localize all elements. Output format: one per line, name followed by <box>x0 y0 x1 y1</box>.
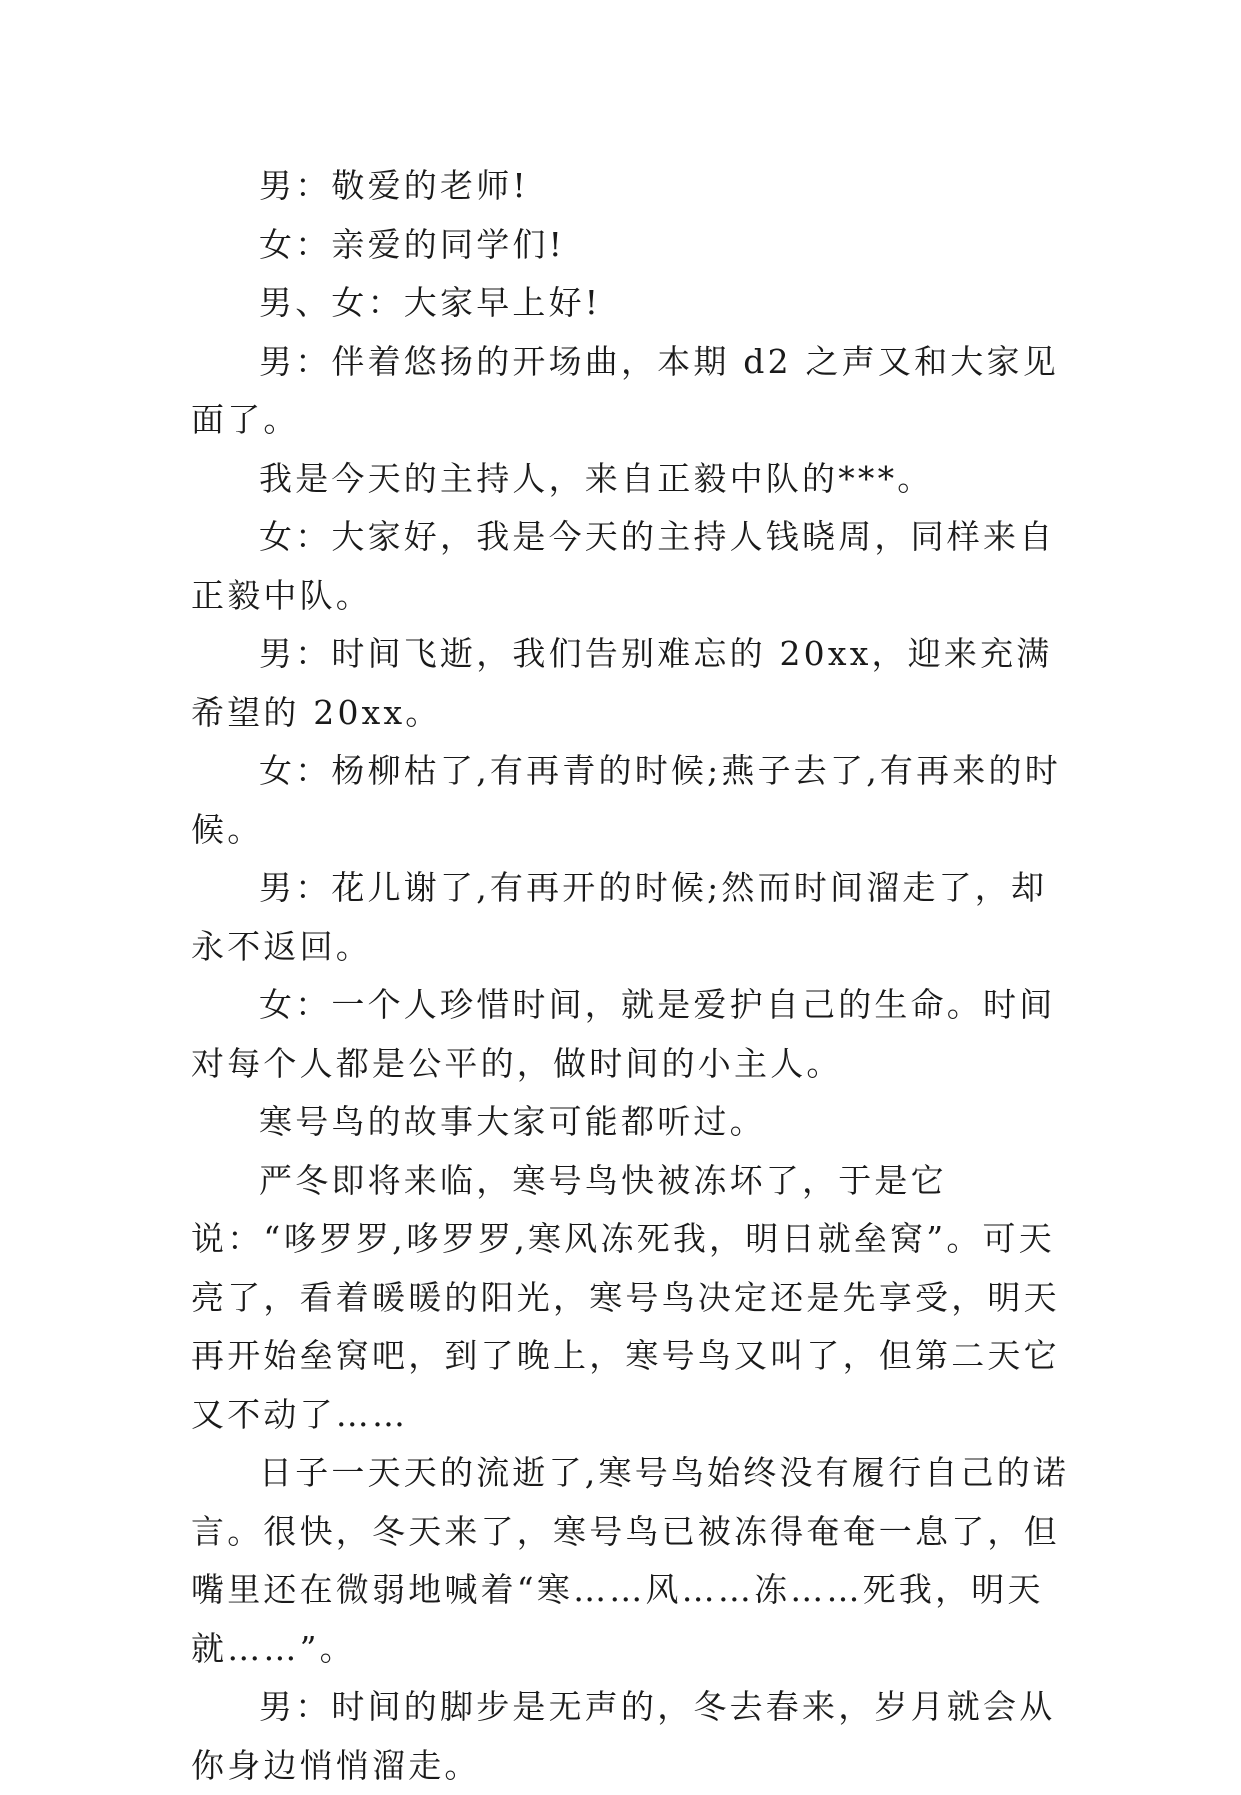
paragraph-3: 男、女：大家早上好! <box>259 283 602 322</box>
paragraph-12: 严冬即将来临，寒号鸟快被冻坏了，于是它说：“哆罗罗,哆罗罗,寒风冻死我，明日就垒窝”。可天亮了，看着暖暖的阳光，寒号鸟决定还是先享受，明天再开始垒窝吧，到了晚上，寒号鸟又叫了，但第二天它又不动了…… <box>191 1160 1060 1434</box>
paragraph-7: 男：时间飞逝，我们告别难忘的 20xx，迎来充满希望的 20xx。 <box>191 634 1053 732</box>
paragraph-4: 男：伴着悠扬的开场曲，本期 d2 之声又和大家见面了。 <box>191 341 1059 439</box>
paragraph-14: 男：时间的脚步是无声的，冬去春来，岁月就会从你身边悄悄溜走。 <box>191 1687 1056 1785</box>
paragraph-10: 女：一个人珍惜时间，就是爱护自己的生命。时间对每个人都是公平的，做时间的小主人。 <box>191 985 1056 1083</box>
paragraph-1: 男：敬爱的老师! <box>259 166 529 205</box>
paragraph-6: 女：大家好，我是今天的主持人钱晓周，同样来自正毅中队。 <box>191 517 1056 615</box>
paragraph-9: 男：花儿谢了,有再开的时候;然而时间溜走了，却永不返回。 <box>191 868 1048 966</box>
paragraph-13: 日子一天天的流逝了,寒号鸟始终没有履行自己的诺言。很快，冬天来了，寒号鸟已被冻得奄奄一息了，但嘴里还在微弱地喊着“寒……风……冻……死我，明天就……”。 <box>191 1453 1070 1668</box>
paragraph-5: 我是今天的主持人，来自正毅中队的***。 <box>259 458 934 498</box>
script-text <box>191 157 1071 1795</box>
paragraph-8: 女：杨柳枯了,有再青的时候;燕子去了,有再来的时候。 <box>191 751 1061 849</box>
paragraph-11: 寒号鸟的故事大家可能都听过。 <box>259 1102 766 1141</box>
paragraph-2: 女：亲爱的同学们! <box>259 224 566 264</box>
